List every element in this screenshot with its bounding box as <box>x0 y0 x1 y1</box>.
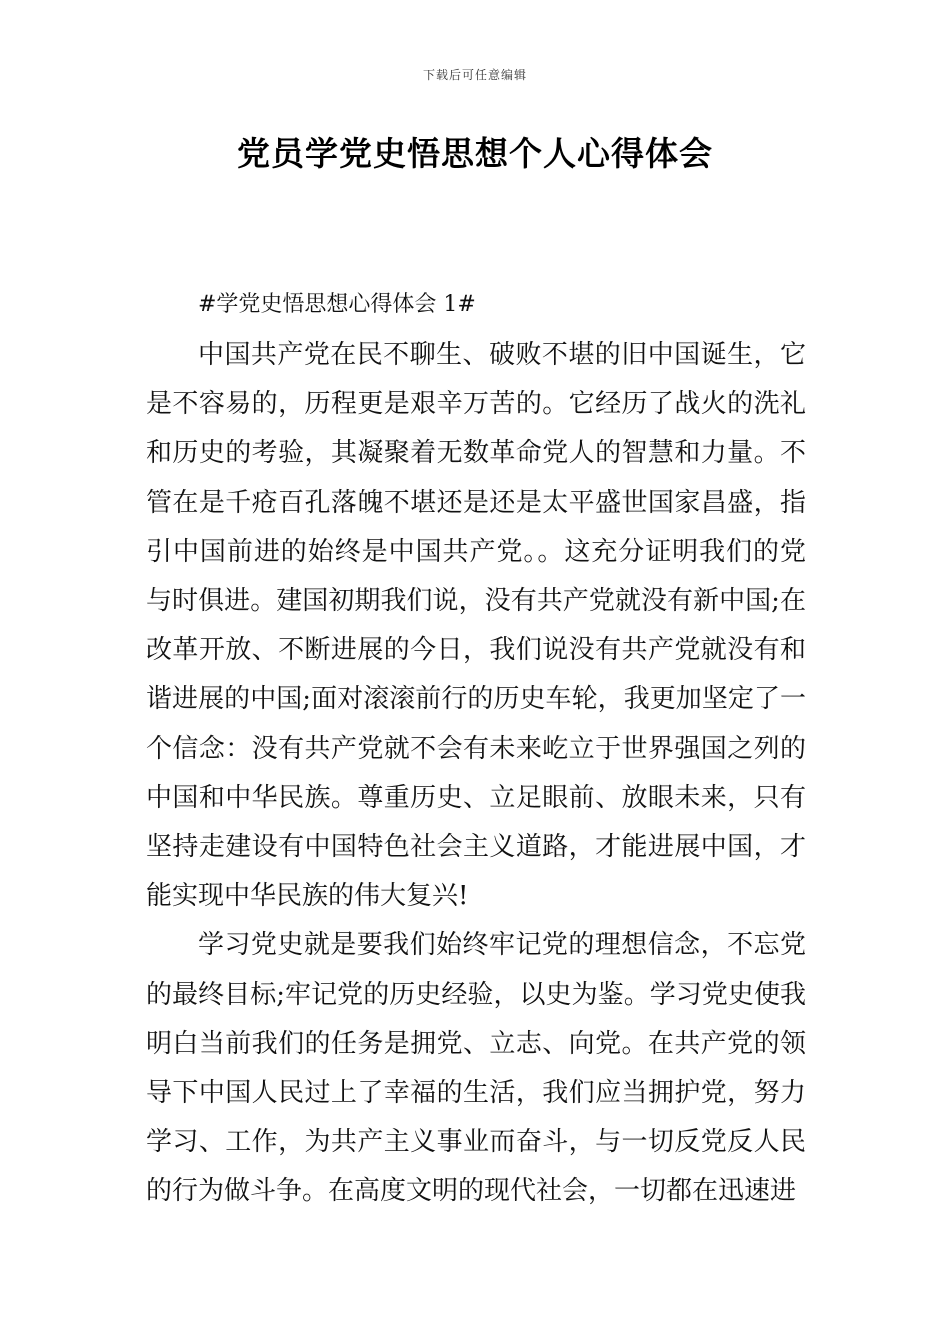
paragraph-2: 学习党史就是要我们始终牢记党的理想信念，不忘党的最终目标;牢记党的历史经验，以史为鉴。学习党史使我明白当前我们的任务是拥党、立志、向党。在共产党的领导下中国人民过上了幸福的生活，我们应当拥护党，努力学习、工作，为共产主义事业而奋斗，与一切反党反人民的行为做斗争。在高度文明的现代社会，一切都在迅速进 <box>146 930 806 1207</box>
paragraph-1: 中国共产党在民不聊生、破败不堪的旧中国诞生，它是不容易的，历程更是艰辛万苦的。它经历了战火的洗礼和历史的考验，其凝聚着无数革命党人的智慧和力量。不管在是千疮百孔落魄不堪还是还是太平盛世国家昌盛，指引中国前进的始终是中国共产党。。这充分证明我们的党与时俱进。建国初期我们说，没有共产党就没有新中国;在改革开放、不断进展的今日，我们说没有共产党就没有和谐进展的中国;面对滚滚前行的历史车轮，我更加坚定了一个信念：没有共产党就不会有未来屹立于世界强国之列的中国和中华民族。尊重历史、立足眼前、放眼未来，只有坚持走建设有中国特色社会主义道路，才能进展中国，才能实现中华民族的伟大复兴! <box>146 340 806 912</box>
section-heading: #学党史悟思想心得体会 1# <box>198 292 476 317</box>
header-note: 下载后可任意编辑 <box>422 68 527 82</box>
document-title: 党员学党史悟思想个人心得体会 <box>237 134 713 173</box>
document-body <box>146 281 806 1217</box>
